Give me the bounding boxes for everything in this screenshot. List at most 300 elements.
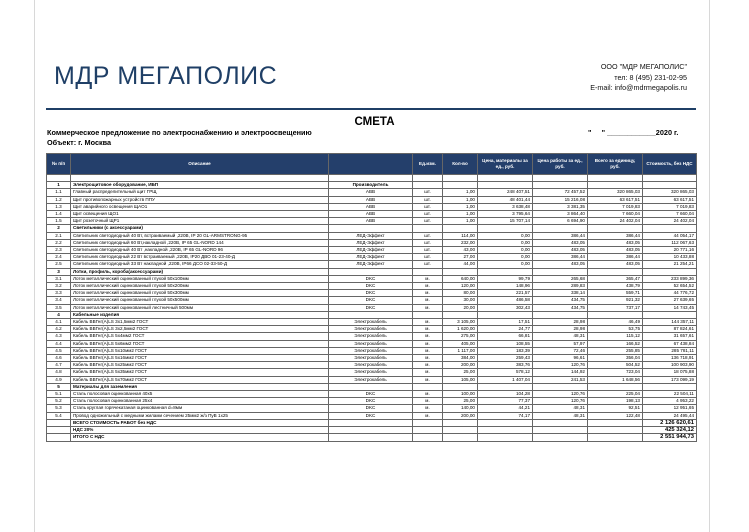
- table-cell: [329, 419, 413, 426]
- table-cell: м.: [413, 283, 443, 290]
- table-cell: Кабель ВВГнг(А)LS 5х10мм2 ГОСТ: [71, 347, 329, 354]
- table-cell: 4.8: [47, 369, 71, 376]
- table-cell: 438,79: [588, 283, 643, 290]
- table-cell: [443, 383, 478, 390]
- table-cell: ЛЕД-Эффект: [329, 254, 413, 261]
- table-cell: ЛЕД-Эффект: [329, 247, 413, 254]
- table-cell: [588, 268, 643, 275]
- table-cell: Главный распределительный щит ГРЩ: [71, 189, 329, 196]
- table-cell: 120,76: [533, 362, 588, 369]
- table-cell: 24 402,04: [643, 218, 697, 225]
- table-cell: м.: [413, 333, 443, 340]
- table-row: [47, 254, 697, 261]
- table-cell: Электрощитовое оборудование, ИБП: [71, 182, 329, 189]
- table-cell: 1.1: [47, 189, 71, 196]
- table-cell: 405,00: [443, 340, 478, 347]
- table-cell: 1: [47, 182, 71, 189]
- table-cell: 259,43: [478, 355, 533, 362]
- table-cell: [478, 434, 533, 441]
- table-cell: 20 771,16: [643, 247, 697, 254]
- table-cell: Кабель ВВГнг(А)LS 5х16мм2 ГОСТ: [71, 355, 329, 362]
- table-cell: Светильник светодиодный 60 Вт,накладной ,220В, IP 65 GL-NORD 144: [71, 239, 329, 246]
- table-cell: 578,12: [478, 369, 533, 376]
- table-cell: шт.: [413, 232, 443, 239]
- table-row: [47, 275, 697, 282]
- table-cell: 434,75: [533, 297, 588, 304]
- table-row: [47, 247, 697, 254]
- table-cell: 200,00: [443, 362, 478, 369]
- document-title: СМЕТА: [354, 116, 395, 128]
- table-cell: [413, 225, 443, 232]
- table-row: [47, 203, 697, 210]
- table-cell: 2.2: [47, 239, 71, 246]
- table-cell: ABB: [329, 203, 413, 210]
- table-cell: 723,04: [588, 369, 643, 376]
- table-cell: 7 660,04: [588, 211, 643, 218]
- table-cell: [588, 383, 643, 390]
- table-cell: 67 438,84: [643, 340, 697, 347]
- table-cell: 483,05: [533, 239, 588, 246]
- table-cell: 320 865,03: [643, 189, 697, 196]
- table-cell: 30,00: [443, 297, 478, 304]
- table-cell: ABB: [329, 196, 413, 203]
- table-cell: 200,00: [443, 412, 478, 419]
- table-cell: [443, 419, 478, 426]
- table-cell: шт.: [413, 189, 443, 196]
- table-cell: 483,05: [588, 239, 643, 246]
- table-cell: 183,39: [478, 347, 533, 354]
- table-cell: Электрокабель: [329, 347, 413, 354]
- table-row: [47, 340, 697, 347]
- table-cell: 384,00: [443, 355, 478, 362]
- table-cell: 4.1: [47, 319, 71, 326]
- table-cell: 28,98: [533, 319, 588, 326]
- table-cell: Щит розеточный ЩР1: [71, 218, 329, 225]
- table-cell: 383,76: [478, 362, 533, 369]
- table-cell: 3 381,35: [533, 203, 588, 210]
- table-cell: [47, 434, 71, 441]
- table-cell: Электрокабель: [329, 355, 413, 362]
- table-cell: 3.1: [47, 275, 71, 282]
- table-cell: 24,77: [478, 326, 533, 333]
- table-cell: 25,00: [443, 398, 478, 405]
- table-cell: 7 019,83: [588, 203, 643, 210]
- table-cell: Электрокабель: [329, 376, 413, 383]
- table-cell: 4 953,22: [643, 398, 697, 405]
- section-row: [47, 225, 697, 232]
- table-cell: 100 903,90: [643, 362, 697, 369]
- table-cell: Сталь полосовая оцинкованная 40х5: [71, 391, 329, 398]
- table-cell: [588, 434, 643, 441]
- table-cell: DKC: [329, 304, 413, 311]
- section-row: [47, 311, 697, 318]
- table-cell: DKC: [329, 398, 413, 405]
- table-cell: [329, 268, 413, 275]
- table-cell: 1,00: [443, 203, 478, 210]
- table-row: [47, 196, 697, 203]
- table-cell: [643, 225, 697, 232]
- table-cell: [413, 182, 443, 189]
- table-cell: [443, 225, 478, 232]
- table-cell: 15 216,08: [533, 196, 588, 203]
- table-cell: шт.: [413, 247, 443, 254]
- table-cell: Провод одножильный с медными жилами сечением 25мм2 ж/з ПуВ 1х25: [71, 412, 329, 419]
- table-row: [47, 398, 697, 405]
- table-cell: НДС 20%: [71, 427, 329, 434]
- table-cell: Кабельные изделия: [71, 311, 329, 318]
- table-cell: Светильник светодиодный 22 Вт встраиваемый ,220В, IP20 ДВО 01-23-40-Д: [71, 254, 329, 261]
- table-cell: 233 899,36: [643, 275, 697, 282]
- table-cell: Лоток металлический оцинкованный глухой 50х500мм: [71, 297, 329, 304]
- column-header: Цена работы за ед., руб.: [533, 154, 588, 175]
- table-cell: 232,00: [443, 239, 478, 246]
- table-cell: м.: [413, 347, 443, 354]
- table-cell: 77,37: [478, 398, 533, 405]
- table-cell: 3 795,64: [478, 211, 533, 218]
- table-cell: Щит противопожарных устройств ППУ: [71, 196, 329, 203]
- table-cell: Светильники (с аксессуарами): [71, 225, 329, 232]
- table-cell: [533, 311, 588, 318]
- table-cell: 87 824,61: [643, 326, 697, 333]
- table-cell: 1.3: [47, 203, 71, 210]
- table-cell: 386,44: [533, 254, 588, 261]
- table-cell: DKC: [329, 412, 413, 419]
- total-row: [47, 427, 697, 434]
- table-cell: 2.5: [47, 261, 71, 268]
- total-row: [47, 419, 697, 426]
- table-cell: [443, 182, 478, 189]
- table-cell: 148,96: [478, 283, 533, 290]
- table-row: [47, 376, 697, 383]
- table-cell: DKC: [329, 290, 413, 297]
- table-cell: 173 099,19: [643, 376, 697, 383]
- table-cell: 5: [47, 383, 71, 390]
- table-cell: шт.: [413, 261, 443, 268]
- table-cell: м.: [413, 405, 443, 412]
- table-cell: 386,44: [588, 232, 643, 239]
- table-cell: Лотки, профиль, короба(аксессуарами): [71, 268, 329, 275]
- table-cell: [413, 175, 443, 182]
- table-cell: [413, 419, 443, 426]
- table-cell: 12 951,65: [643, 405, 697, 412]
- table-cell: 285 781,11: [643, 347, 697, 354]
- table-cell: шт.: [413, 203, 443, 210]
- table-cell: 4.6: [47, 355, 71, 362]
- table-cell: [478, 419, 533, 426]
- table-cell: 44 054,17: [643, 232, 697, 239]
- table-cell: Электрокабель: [329, 340, 413, 347]
- header-divider: [46, 108, 696, 110]
- table-cell: 4.4: [47, 340, 71, 347]
- table-cell: 275,00: [443, 333, 478, 340]
- table-cell: [478, 175, 533, 182]
- table-row: [47, 297, 697, 304]
- company-email: E-mail: info@mdrmegapolis.ru: [590, 83, 687, 92]
- table-cell: 289,83: [533, 283, 588, 290]
- table-cell: Сталь полосовая оцинкованная 25х4: [71, 398, 329, 405]
- table-row: [47, 333, 697, 340]
- column-header: № п/п: [47, 154, 71, 175]
- table-cell: 2 126 620,61: [643, 419, 697, 426]
- column-header: Описание: [71, 154, 329, 175]
- table-cell: ABB: [329, 218, 413, 225]
- table-cell: 3.4: [47, 297, 71, 304]
- table-cell: [533, 175, 588, 182]
- table-cell: м.: [413, 398, 443, 405]
- table-cell: 44,21: [478, 405, 533, 412]
- table-cell: 22 504,11: [643, 391, 697, 398]
- table-cell: Сталь круглая горячекатаная оцинкованная d=8мм: [71, 405, 329, 412]
- table-cell: 105,00: [443, 376, 478, 383]
- table-cell: [533, 427, 588, 434]
- table-cell: ВСЕГО СТОИМОСТЬ РАБОТ без НДС: [71, 419, 329, 426]
- table-row: [47, 319, 697, 326]
- table-cell: 0,00: [478, 239, 533, 246]
- table-cell: 100,00: [443, 391, 478, 398]
- table-cell: 486,58: [478, 297, 533, 304]
- table-cell: 2: [47, 225, 71, 232]
- table-cell: [413, 311, 443, 318]
- table-cell: 0,00: [478, 232, 533, 239]
- table-cell: 104,28: [478, 391, 533, 398]
- table-cell: [329, 225, 413, 232]
- table-cell: 434,75: [533, 304, 588, 311]
- table-cell: м.: [413, 290, 443, 297]
- table-cell: м.: [413, 304, 443, 311]
- table-cell: 120,76: [533, 391, 588, 398]
- table-row: [47, 175, 697, 182]
- table-cell: 144,92: [533, 369, 588, 376]
- table-cell: 2.1: [47, 232, 71, 239]
- table-cell: DKC: [329, 297, 413, 304]
- table-cell: 21 254,21: [643, 261, 697, 268]
- table-cell: 483,05: [588, 261, 643, 268]
- table-cell: 17,51: [478, 319, 533, 326]
- table-cell: [588, 419, 643, 426]
- estimate-table: [46, 153, 697, 442]
- table-cell: 15 707,14: [478, 218, 533, 225]
- table-cell: 559,71: [588, 290, 643, 297]
- table-cell: 3.5: [47, 304, 71, 311]
- table-cell: м.: [413, 275, 443, 282]
- table-cell: 72,46: [533, 347, 588, 354]
- table-cell: 2.4: [47, 254, 71, 261]
- table-cell: шт.: [413, 218, 443, 225]
- table-cell: 63 617,51: [643, 196, 697, 203]
- table-cell: 120,76: [533, 398, 588, 405]
- company-logo: МДР МЕГАПОЛИС: [54, 62, 278, 90]
- table-cell: 0,00: [478, 261, 533, 268]
- table-cell: Лоток металлический оцинкованный глухой 50х300мм: [71, 290, 329, 297]
- table-cell: Лоток металлический оцинкованный глухой 50х100мм: [71, 275, 329, 282]
- table-cell: [643, 182, 697, 189]
- table-row: [47, 261, 697, 268]
- section-row: [47, 383, 697, 390]
- table-cell: 44,00: [443, 261, 478, 268]
- table-cell: 27 639,65: [643, 297, 697, 304]
- table-cell: [478, 268, 533, 275]
- table-cell: 144 357,11: [643, 319, 697, 326]
- table-cell: DKC: [329, 405, 413, 412]
- table-cell: Электрокабель: [329, 369, 413, 376]
- table-row: [47, 304, 697, 311]
- table-cell: 1,00: [443, 211, 478, 218]
- table-cell: 265,68: [533, 275, 588, 282]
- table-cell: Лоток металлический оцинкованный лестничный 500мм: [71, 304, 329, 311]
- table-cell: 48,31: [533, 405, 588, 412]
- table-cell: 27,00: [443, 254, 478, 261]
- table-cell: 4.9: [47, 376, 71, 383]
- table-cell: [329, 175, 413, 182]
- table-cell: Кабель ВВГнг(А)LS 5х70мм2 ГОСТ: [71, 376, 329, 383]
- table-cell: [533, 383, 588, 390]
- table-cell: Электрокабель: [329, 333, 413, 340]
- table-cell: 53,75: [588, 326, 643, 333]
- table-cell: Щит аварийного освещения ЩАО1: [71, 203, 329, 210]
- table-cell: 99,79: [478, 275, 533, 282]
- table-row: [47, 326, 697, 333]
- table-cell: [533, 182, 588, 189]
- table-cell: 425 324,12: [643, 427, 697, 434]
- total-row: [47, 434, 697, 441]
- table-cell: [643, 383, 697, 390]
- table-cell: ABB: [329, 211, 413, 218]
- table-cell: 114,00: [443, 232, 478, 239]
- table-cell: 1 648,56: [588, 376, 643, 383]
- table-cell: Светильник светодиодный 40 Вт ,накладной ,220В, IP 65 GL-NORD 96: [71, 247, 329, 254]
- table-row: [47, 369, 697, 376]
- table-body: [47, 175, 697, 442]
- table-cell: 4: [47, 311, 71, 318]
- table-row: [47, 391, 697, 398]
- table-cell: м.: [413, 340, 443, 347]
- table-cell: 1,00: [443, 196, 478, 203]
- table-cell: DKC: [329, 275, 413, 282]
- table-cell: 166,52: [588, 340, 643, 347]
- table-cell: 737,17: [588, 304, 643, 311]
- table-cell: [443, 434, 478, 441]
- table-cell: 4.5: [47, 347, 71, 354]
- table-cell: 31 657,61: [643, 333, 697, 340]
- table-cell: [443, 311, 478, 318]
- table-cell: 4.2: [47, 326, 71, 333]
- table-cell: 63 617,51: [588, 196, 643, 203]
- document-date: " " ____________2020 г.: [588, 128, 679, 137]
- table-cell: 46,49: [588, 319, 643, 326]
- table-row: [47, 189, 697, 196]
- table-cell: 108,55: [478, 340, 533, 347]
- table-cell: [643, 175, 697, 182]
- table-cell: 3: [47, 268, 71, 275]
- table-cell: 44 776,72: [643, 290, 697, 297]
- table-cell: [588, 225, 643, 232]
- table-cell: [47, 175, 71, 182]
- table-cell: 25,00: [443, 369, 478, 376]
- table-cell: [413, 427, 443, 434]
- table-cell: 48 401,44: [478, 196, 533, 203]
- table-cell: [413, 434, 443, 441]
- table-cell: 0,00: [478, 254, 533, 261]
- table-cell: 57,97: [533, 340, 588, 347]
- table-cell: [329, 311, 413, 318]
- table-cell: 386,44: [533, 232, 588, 239]
- table-cell: [329, 383, 413, 390]
- column-header: Всего за единицу, руб.: [588, 154, 643, 175]
- table-cell: 48,31: [533, 412, 588, 419]
- table-row: [47, 290, 697, 297]
- table-cell: м.: [413, 369, 443, 376]
- table-cell: Электрокабель: [329, 319, 413, 326]
- table-cell: 4.3: [47, 333, 71, 340]
- table-cell: м.: [413, 319, 443, 326]
- document-subtitle: Коммерческое предложение по электроснабжению и электроосвещению: [47, 128, 312, 137]
- column-header: Стоимость, без НДС: [643, 154, 697, 175]
- table-cell: шт.: [413, 254, 443, 261]
- table-cell: 96,61: [533, 355, 588, 362]
- table-cell: Материалы для заземления: [71, 383, 329, 390]
- table-cell: 483,05: [588, 247, 643, 254]
- table-cell: 225,04: [588, 391, 643, 398]
- table-cell: 140,00: [443, 405, 478, 412]
- table-cell: 5.1: [47, 391, 71, 398]
- table-cell: Кабель ВВГнг(А)LS 5х25мм2 ГОСТ: [71, 362, 329, 369]
- table-cell: Кабель ВВГнг(А)LS 3х1,5мм2 ГОСТ: [71, 319, 329, 326]
- table-cell: 52 654,52: [643, 283, 697, 290]
- table-cell: 120,00: [443, 283, 478, 290]
- table-cell: 2 551 944,73: [643, 434, 697, 441]
- table-cell: 302,43: [478, 304, 533, 311]
- table-cell: [643, 311, 697, 318]
- table-row: [47, 283, 697, 290]
- table-cell: 1,00: [443, 189, 478, 196]
- table-cell: [71, 175, 329, 182]
- table-cell: [533, 419, 588, 426]
- table-cell: [588, 427, 643, 434]
- table-cell: [478, 311, 533, 318]
- table-cell: [329, 427, 413, 434]
- table-cell: 1 620,00: [443, 326, 478, 333]
- table-cell: 66,81: [478, 333, 533, 340]
- table-cell: [443, 427, 478, 434]
- table-cell: 136 718,91: [643, 355, 697, 362]
- table-cell: 921,32: [588, 297, 643, 304]
- table-cell: 3.3: [47, 290, 71, 297]
- table-cell: 24 402,04: [588, 218, 643, 225]
- company-phone: тел: 8 (495) 231-02-95: [614, 72, 687, 82]
- table-cell: 241,53: [533, 376, 588, 383]
- table-row: [47, 355, 697, 362]
- table-cell: [643, 268, 697, 275]
- table-cell: Кабель ВВГнг(А)LS 3х2,5мм2 ГОСТ: [71, 326, 329, 333]
- table-cell: 20,00: [443, 304, 478, 311]
- table-cell: 198,13: [588, 398, 643, 405]
- table-cell: [478, 225, 533, 232]
- table-cell: 2.3: [47, 247, 71, 254]
- table-cell: ИТОГО С НДС: [71, 434, 329, 441]
- table-cell: [47, 419, 71, 426]
- table-cell: Щит освещения ЩО1: [71, 211, 329, 218]
- table-cell: [443, 175, 478, 182]
- table-cell: шт.: [413, 239, 443, 246]
- table-cell: 92,51: [588, 405, 643, 412]
- table-cell: м.: [413, 326, 443, 333]
- table-cell: 10 433,88: [643, 254, 697, 261]
- table-cell: Электрокабель: [329, 326, 413, 333]
- table-cell: [47, 427, 71, 434]
- company-contacts: [590, 62, 687, 94]
- table-cell: 1.4: [47, 211, 71, 218]
- table-cell: 504,52: [588, 362, 643, 369]
